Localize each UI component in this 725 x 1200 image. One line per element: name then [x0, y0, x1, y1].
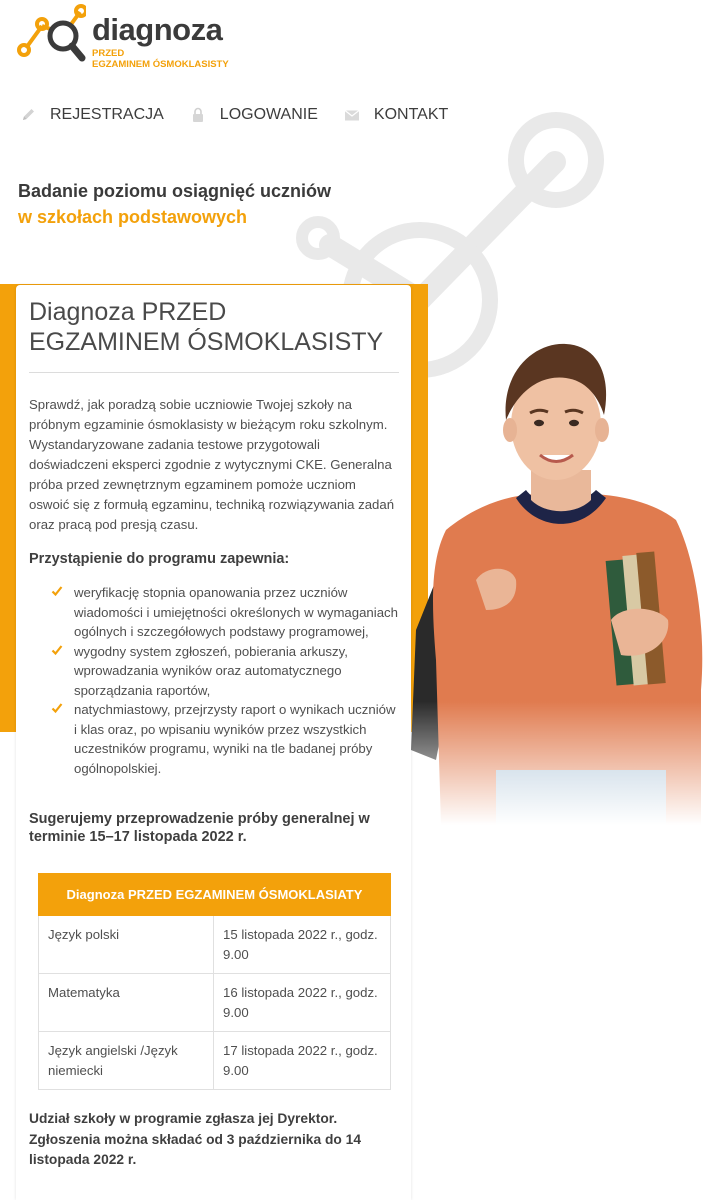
exam-schedule-table — [38, 873, 391, 1090]
subject-cell: Język angielski /Język niemiecki — [39, 1032, 214, 1090]
pencil-icon — [20, 107, 36, 123]
suggestion-text: Sugerujemy przeprowadzenie próby generalnej w terminie 15–17 listopada 2022 r. — [29, 811, 370, 845]
card-divider — [29, 372, 399, 373]
envelope-icon — [344, 107, 360, 123]
lock-icon — [190, 107, 206, 123]
enrollment-info: Udział szkoły w programie zgłasza jej Dyrektor. Zgłoszenia można składać od 3 października do 14 listopada 2022 r. — [29, 1111, 361, 1167]
logo-name: diagnoza — [92, 12, 223, 47]
benefit-text: natychmiastowy, przejrzysty raport o wynikach uczniów i klas oraz, po wpisaniu wyników przez wszystkich uczestników programu, wyniki na tle badanej próby ogólnopolskiej. — [74, 702, 396, 776]
checkmark-icon — [51, 585, 63, 597]
main-nav — [20, 106, 474, 124]
nav-item-rejestracja[interactable] — [20, 106, 164, 124]
list-item — [29, 583, 399, 642]
card-title — [29, 297, 399, 357]
page-tagline — [18, 178, 331, 230]
site-logo[interactable] — [16, 4, 229, 70]
benefit-text: weryfikację stopnia opanowania przez uczniów wiadomości i umiejętności określonych w wymaganiach ogólnych i szczegółowych podstawy programowej, — [74, 585, 398, 639]
date-cell: 15 listopada 2022 r., godz. 9.00 — [214, 916, 391, 974]
card-title-line1: Diagnoza PRZED — [29, 298, 227, 326]
nav-label: LOGOWANIE — [219, 106, 318, 123]
list-item — [29, 642, 399, 701]
nav-item-kontakt[interactable] — [344, 106, 448, 124]
program-card — [16, 285, 411, 1200]
benefits-list — [29, 583, 399, 778]
nav-item-logowanie[interactable] — [190, 106, 318, 124]
student-photo — [406, 330, 725, 825]
logo-subtitle-line2: EGZAMINEM ÓSMOKLASISTY — [92, 59, 229, 70]
nav-label: REJESTRACJA — [50, 106, 164, 123]
table-header: Diagnoza PRZED EGZAMINEM ÓSMOKLASIATY — [39, 874, 391, 916]
logo-magnifier-icon — [16, 4, 86, 66]
tagline-line1: Badanie poziomu osiągnięć uczniów — [18, 181, 332, 201]
date-cell: 16 listopada 2022 r., godz. 9.00 — [214, 974, 391, 1032]
table-row — [39, 1032, 391, 1090]
nav-label: KONTAKT — [373, 106, 449, 123]
checkmark-icon — [51, 702, 63, 714]
subject-cell: Język polski — [39, 916, 214, 974]
subject-cell: Matematyka — [39, 974, 214, 1032]
card-title-line2: EGZAMINEM ÓSMOKLASISTY — [29, 328, 384, 356]
date-cell: 17 listopada 2022 r., godz. 9.00 — [214, 1032, 391, 1090]
tagline-line2: w szkołach podstawowych — [18, 207, 248, 227]
checkmark-icon — [51, 644, 63, 656]
benefit-text: wygodny system zgłoszeń, pobierania arkuszy, wprowadzania wyników oraz automatycznego sporządzania raportów, — [74, 643, 348, 698]
logo-subtitle-line1: PRZED — [92, 48, 125, 59]
benefits-heading: Przystąpienie do programu zapewnia: — [29, 551, 290, 567]
list-item — [29, 700, 399, 778]
table-row — [39, 974, 391, 1032]
table-row — [39, 916, 391, 974]
card-intro-text: Sprawdź, jak poradzą sobie uczniowie Twojej szkoły na próbnym egzaminie ósmoklasisty w bieżącym roku szkolnym. Wystandaryzowane zadania testowe przygotowali doświadczeni eksperci zgodnie z wytycznymi CKE. Generalna próba przed zewnętrznym egzaminem pomoże uczniom oswoić się z formułą egzaminu, techniką rozwiązywania zadań oraz pracą pod presją czasu. — [29, 397, 395, 532]
